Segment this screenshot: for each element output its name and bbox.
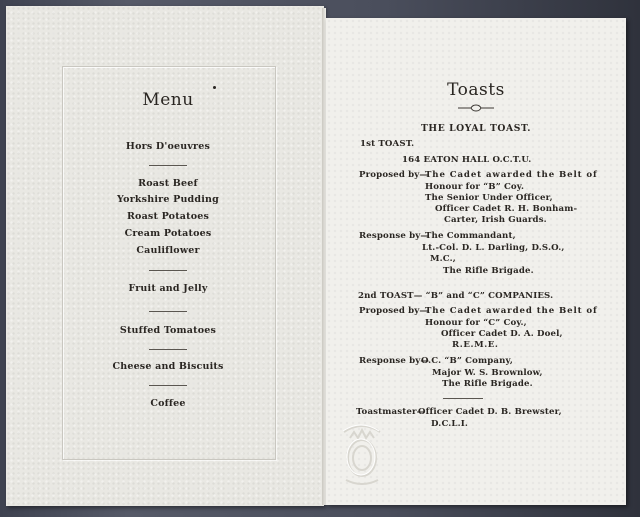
first-proposed-line: Officer Cadet R. H. Bonham-	[435, 204, 578, 214]
menu-item: Stuffed Tomatoes	[119, 325, 217, 336]
menu-item: Coffee	[150, 398, 186, 409]
first-proposed-line: The Cadet awarded the Belt of	[425, 170, 598, 180]
menu-item: Cream Potatoes	[124, 228, 212, 239]
second-proposed-line: R.E.M.E.	[452, 340, 499, 350]
toastmaster-name: Officer Cadet D. B. Brewster,	[418, 407, 562, 417]
second-proposed-line: Honour for “C” Coy.,	[425, 318, 527, 328]
second-proposed-label: Proposed by—	[359, 306, 429, 316]
second-response-line: Major W. S. Brownlow,	[432, 368, 543, 378]
menu-item: Hors D'oeuvres	[125, 141, 211, 152]
menu-divider	[149, 385, 187, 386]
first-response-label: Response by—	[359, 231, 430, 241]
second-toast-heading: 2nd TOAST— “B” and “C” COMPANIES.	[358, 291, 554, 301]
toastmaster-regiment: D.C.L.I.	[431, 419, 469, 429]
toasts-divider	[443, 398, 483, 399]
first-proposed-label: Proposed by—	[359, 170, 429, 180]
toastmaster-label: Toastmaster—	[356, 407, 426, 417]
menu-item: Yorkshire Pudding	[117, 194, 219, 205]
first-proposed-line: The Senior Under Officer,	[425, 193, 553, 203]
second-response-label: Response by—	[359, 356, 430, 366]
second-proposed-line: Officer Cadet D. A. Doel,	[441, 329, 563, 339]
first-toast-subject: 164 EATON HALL O.C.T.U.	[402, 155, 532, 165]
first-response-line: The Commandant,	[425, 231, 516, 241]
menu-item: Roast Beef	[138, 178, 198, 189]
menu-item: Cauliflower	[136, 245, 200, 256]
menu-divider	[149, 311, 187, 312]
loyal-toast: THE LOYAL TOAST.	[421, 123, 531, 134]
second-proposed-line: The Cadet awarded the Belt of	[425, 306, 598, 316]
second-response-line: O.C. “B” Company,	[421, 356, 513, 366]
first-response-line: The Rifle Brigade.	[443, 266, 534, 276]
menu-item: Fruit and Jelly	[128, 283, 208, 294]
decorative-dot	[213, 86, 216, 89]
menu-title: Menu	[142, 90, 194, 110]
menu-divider	[149, 270, 187, 271]
menu-item: Cheese and Biscuits	[112, 361, 224, 372]
second-response-line: The Rifle Brigade.	[442, 379, 533, 389]
embossed-crest-icon	[332, 418, 392, 490]
first-response-line: Lt.-Col. D. L. Darling, D.S.O.,	[422, 243, 565, 253]
first-response-line: M.C.,	[430, 254, 456, 264]
toasts-title: Toasts	[447, 80, 505, 100]
first-toast-heading: 1st TOAST.	[360, 139, 415, 149]
menu-divider	[149, 165, 187, 166]
menu-divider	[149, 349, 187, 350]
menu-item: Roast Potatoes	[126, 211, 210, 222]
first-proposed-line: Carter, Irish Guards.	[444, 215, 547, 225]
flourish-ornament	[456, 104, 496, 112]
first-proposed-line: Honour for “B” Coy.	[425, 182, 525, 192]
